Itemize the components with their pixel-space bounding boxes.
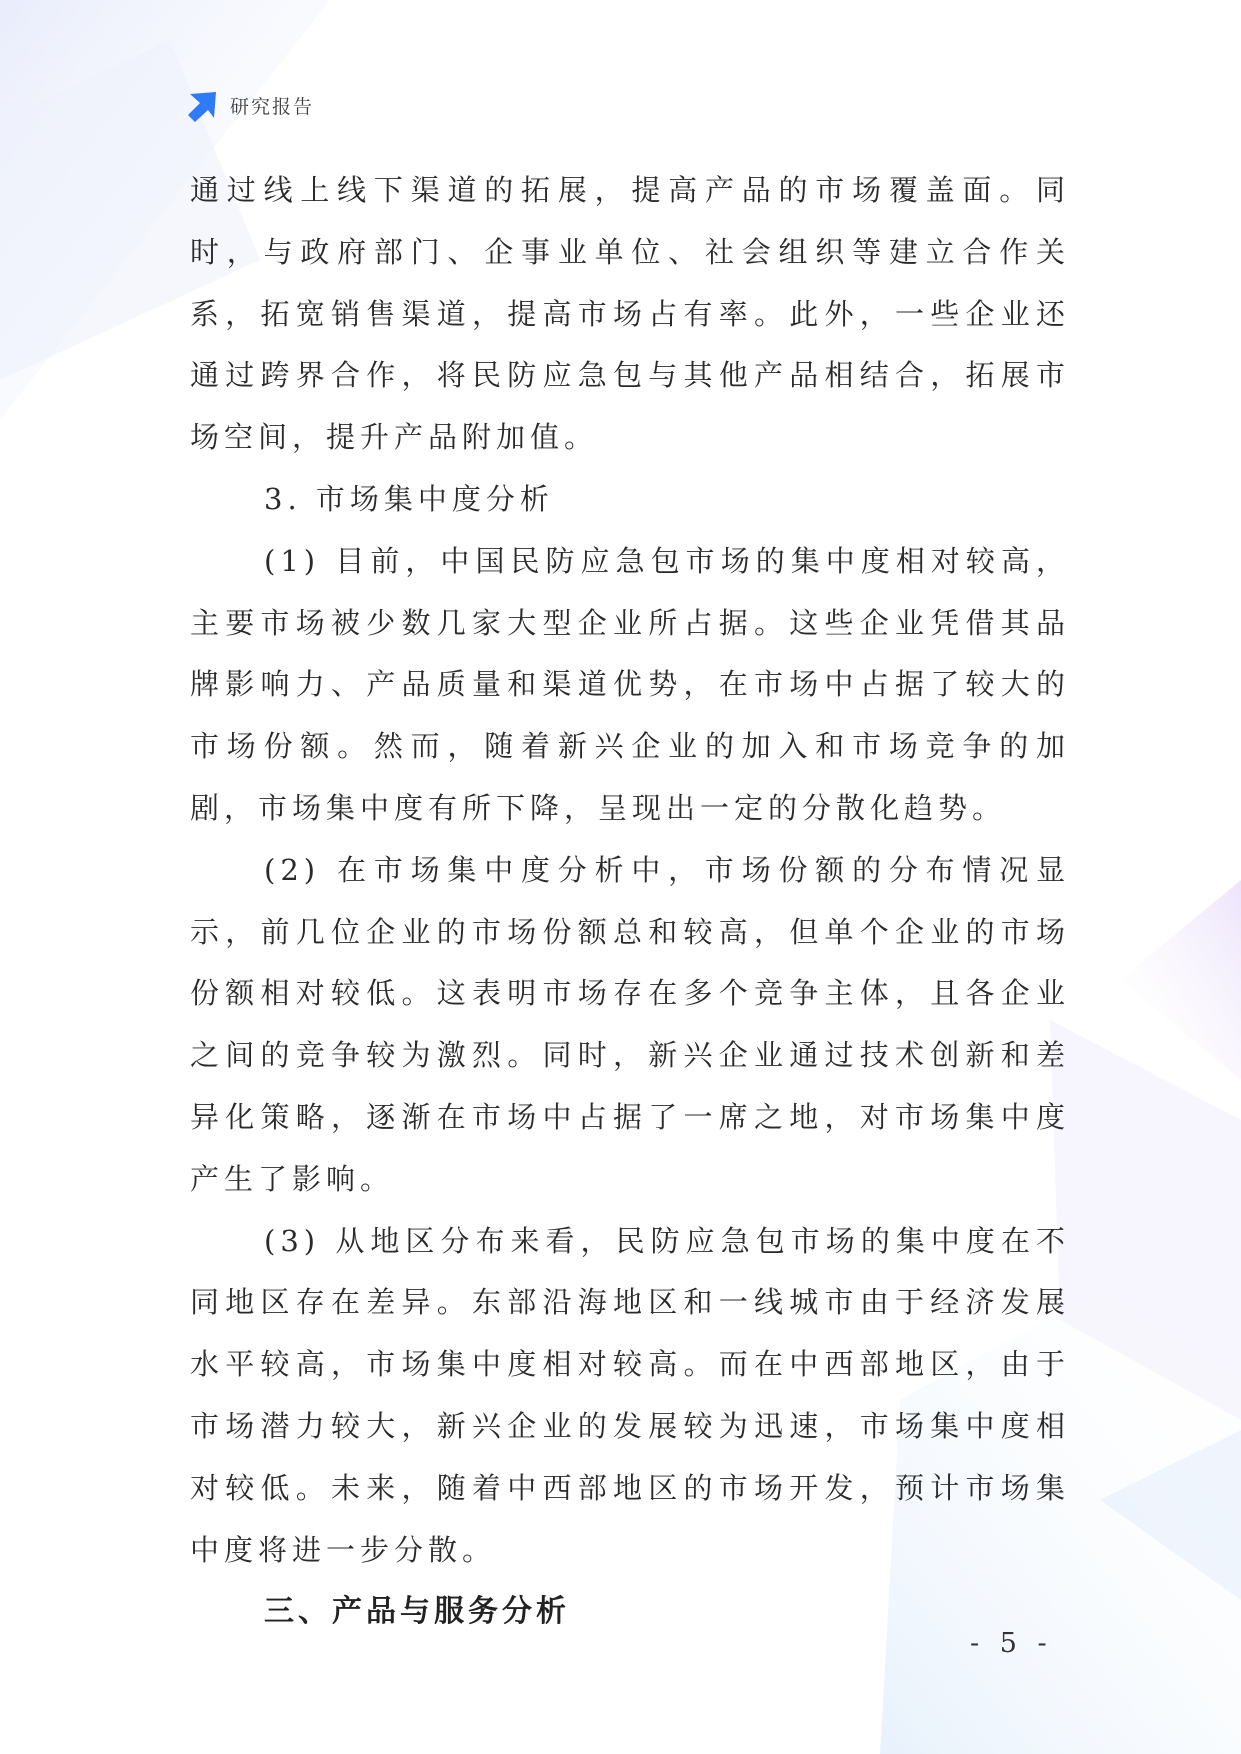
arrow-up-right-icon (186, 88, 220, 122)
heading-market-concentration: 3. 市场集中度分析 (264, 481, 554, 516)
paragraph-concentration-2: (2) 在市场集中度分析中，市场份额的分布情况显示，前几位企业的市场份额总和较高，但单个企业的市场份额相对较低。这表明市场存在多个竞争主体，且各企业之间的竞争较为激烈。同时，新兴企业通过技术创新和差异化策略，逐渐在市场中占据了一席之地，对市场集中度产生了影响。 (190, 852, 1070, 1196)
paragraph-concentration-1: (1) 目前，中国民防应急包市场的集中度相对较高，主要市场被少数几家大型企业所占据。这些企业凭借其品牌影响力、产品质量和渠道优势，在市场中占据了较大的市场份额。然而，随着新兴企业的加入和市场竞争的加剧，市场集中度有所下降，呈现出一定的分散化趋势。 (190, 543, 1070, 825)
report-header (186, 88, 314, 122)
heading-products-services: 三、产品与服务分析 (264, 1594, 570, 1630)
paragraph-concentration-3: (3) 从地区分布来看，民防应急包市场的集中度在不同地区存在差异。东部沿海地区和一线城市由于经济发展水平较高，市场集中度相对较高。而在中西部地区，由于市场潜力较大，新兴企业的发展较为迅速，市场集中度相对较低。未来，随着中西部地区的市场开发，预计市场集中度将进一步分散。 (190, 1223, 1070, 1567)
document-body (190, 160, 1070, 1643)
paragraph-channel-expansion: 通过线上线下渠道的拓展，提高产品的市场覆盖面。同时，与政府部门、企事业单位、社会组织等建立合作关系，拓宽销售渠道，提高市场占有率。此外，一些企业还通过跨界合作，将民防应急包与其他产品相结合，拓展市场空间，提升产品附加值。 (190, 173, 1070, 455)
header-title: 研究报告 (230, 95, 315, 118)
page-number: - 5 - (970, 1628, 1053, 1659)
